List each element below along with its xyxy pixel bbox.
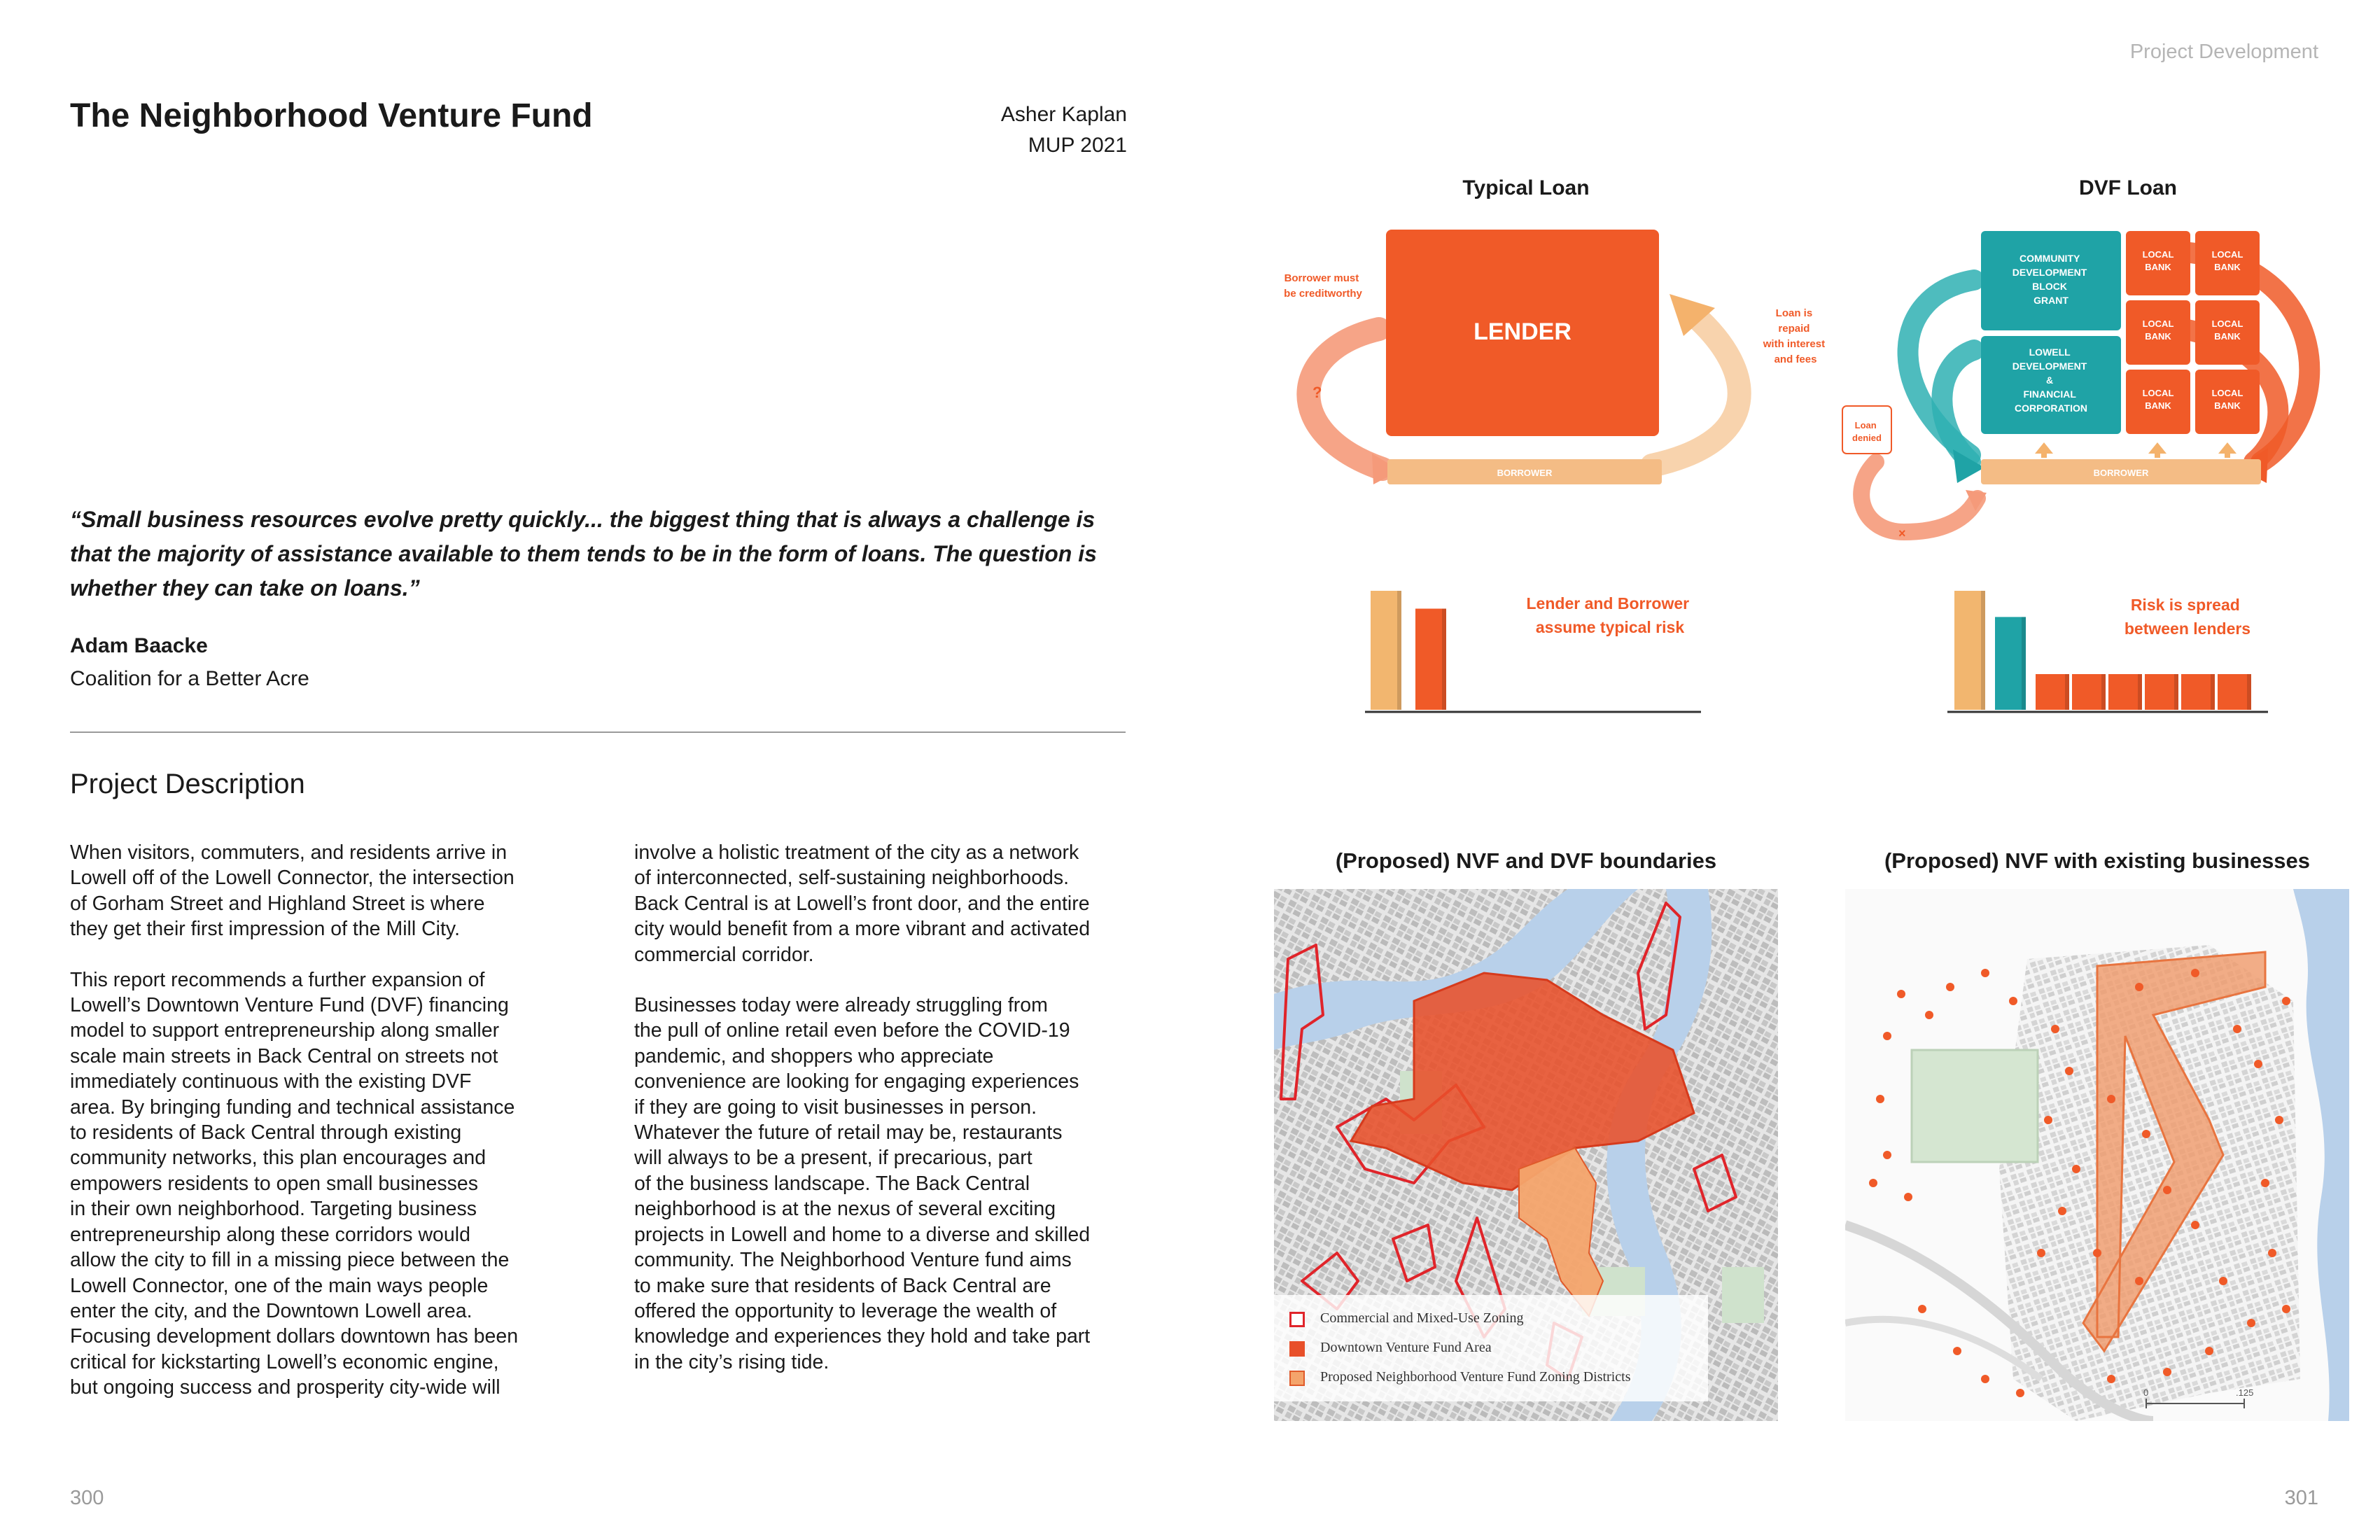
risk-bar-bank-5 [2181,674,2215,710]
risk-bars [1371,591,2251,710]
loan-diagrams [0,0,2380,742]
risk-bar-cdbg [1995,617,2026,710]
legend-label: Proposed Neighborhood Venture Fund Zoning Districts [1320,1369,1631,1385]
up-arrows [2035,442,2236,458]
legend-label: Commercial and Mixed-Use Zoning [1320,1310,1524,1326]
risk-bar-shade [2138,674,2142,710]
local-bank-label: BANK [2145,331,2171,342]
body-paragraph: Businesses today were already struggling from the pull of online retail even before the COVID-19 pandemic, and shoppers who appreciate convenience are looking for engaging experiences if they are going to visit businesses in person. Whatever the future of retail may be, restaurants will always to be a present, if precarious, part of the business landscape. The Back Central neighborhood is at the nexus of several exciting projects in Lowell and home to a diverse and skilled community. The Neighborhood Venture fund aims to make sure that residents of Back Central are offered the opportunity to leverage the wealth of knowledge and experiences they hold and take part in the city’s rising tide. [634,994,1091,1373]
risk-bar-shade [1442,609,1446,710]
map1-title: (Proposed) NVF and DVF boundaries [1335,848,1717,873]
page-number-left: 300 [70,1487,104,1509]
question-mark: ? [1312,384,1322,401]
typical-loan-diagram [1284,230,1828,484]
body-paragraph: This report recommends a further expansion of Lowell’s Downtown Venture Fund (DVF) financing model to support entrepreneurship along smaller scale main streets in Back Central on streets not immediately continuous with the existing DVF area. By bringing funding and technical assistance to residents of Back Central through existing community networks, this plan encourages and empowers residents to open small businesses in their own neighborhood. Targeting business entrepreneurship along these corridors would allow the city to fill in a missing piece between the Lowell Connector, one of the main ways people enter the city, and the Downtown Lowell area. Focusing development dollars downtown has been critical for kickstarting Lowell’s economic engine, but ongoing success and prosperity city-wide will [70,968,519,1399]
legend-label: Downtown Venture Fund Area [1320,1340,1492,1355]
local-bank-label: BANK [2145,262,2171,272]
author-name: Asher Kaplan [1000,103,1127,126]
local-bank-label: LOCAL [2211,318,2244,329]
scale-label-start: 0 [2143,1387,2149,1398]
body-column-2 [634,840,1138,1400]
risk-bar-bank-1 [2036,674,2069,710]
risk-bar-shade [2101,674,2106,710]
scale-label-end: .125 [2236,1387,2254,1398]
quote-speaker: Adam Baacke [70,634,208,657]
risk-bar-shade [1981,591,1985,710]
map2-title: (Proposed) NVF with existing businesses [1884,848,2311,873]
risk-bar-shade [2247,674,2251,710]
risk-bar-bank-4 [2145,674,2178,710]
cdbg-label: COMMUNITY DEVELOPMENT BLOCK GRANT [2012,253,2087,306]
local-bank-label: LOCAL [2142,388,2174,398]
typical-risk-label: Lender and Borrower assume typical risk [1526,594,1690,636]
pull-quote: “Small business resources evolve pretty quickly... the biggest thing that is always a challenge is that the majority of assistance available to them tends to be in the form of loans. The question is whether they can take on loans.” [70,507,1097,601]
dvf-borrower-label: BORROWER [2093,468,2149,478]
page-title: The Neighborhood Venture Fund [70,97,593,134]
risk-bar-shade [2065,674,2069,710]
local-bank-label: LOCAL [2211,249,2244,260]
local-bank-label: LOCAL [2142,249,2174,260]
creditworthy-note: Borrower must be creditworthy [1284,272,1362,300]
map-legend [1274,1295,1708,1401]
local-bank-label: BANK [2214,262,2241,272]
ldfc-label: LOWELL DEVELOPMENT & FINANCIAL CORPORATION [2012,346,2087,414]
risk-bar-bank-6 [2218,674,2251,710]
page-number-right: 301 [2284,1487,2318,1509]
local-bank-label: BANK [2214,400,2241,411]
park [1722,1267,1764,1323]
denied-label: Loan denied [1852,420,1882,443]
legend-swatch [1289,1341,1305,1357]
repaid-note: Loan is repaid with interest and fees [1763,307,1826,365]
author-program: MUP 2021 [1028,134,1127,157]
risk-bar-borrower [1954,591,1985,710]
section-heading: Project Description [70,769,305,799]
body-paragraph: involve a holistic treatment of the city as a network of interconnected, self-sustaining neighborhoods. Back Central is at Lowell’s front door, and the entire city would benefit from a more vibrant and activated commercial corridor. [634,841,1091,966]
quote-organization: Coalition for a Better Acre [70,667,309,690]
risk-bar-bank-2 [2072,674,2106,710]
local-bank-label: BANK [2214,331,2241,342]
typical-loan-title: Typical Loan [1462,176,1590,200]
risk-bar-shade [1397,591,1401,710]
borrower-label: BORROWER [1497,468,1553,478]
legend-swatch [1289,1371,1305,1386]
map-nvf-businesses [1845,889,2349,1421]
lender-label: LENDER [1474,318,1572,345]
local-bank-label: LOCAL [2142,318,2174,329]
local-bank-label: BANK [2145,400,2171,411]
park [1912,1050,2038,1162]
repaid-arrow [1652,315,1740,465]
risk-bar-lender [1415,609,1446,710]
legend-swatch [1289,1312,1305,1327]
dvf-risk-label: Risk is spread between lenders [2124,596,2251,638]
section-header: Project Development [2129,41,2318,63]
local-bank-label: LOCAL [2211,388,2244,398]
risk-bar-shade [2211,674,2215,710]
body-column-1 [70,840,574,1426]
risk-bar-borrower [1371,591,1401,710]
body-paragraph: When visitors, commuters, and residents arrive in Lowell off of the Lowell Connector, the intersection of Gorham Street and Highland Street is where they get their first impression of the Mill City. [70,841,514,941]
dvf-loan-title: DVF Loan [2079,176,2177,200]
risk-bar-bank-3 [2108,674,2142,710]
dvf-loan-diagram [1842,231,2309,540]
denied-x: × [1898,526,1906,540]
risk-bar-shade [2022,617,2026,710]
risk-bar-shade [2174,674,2178,710]
